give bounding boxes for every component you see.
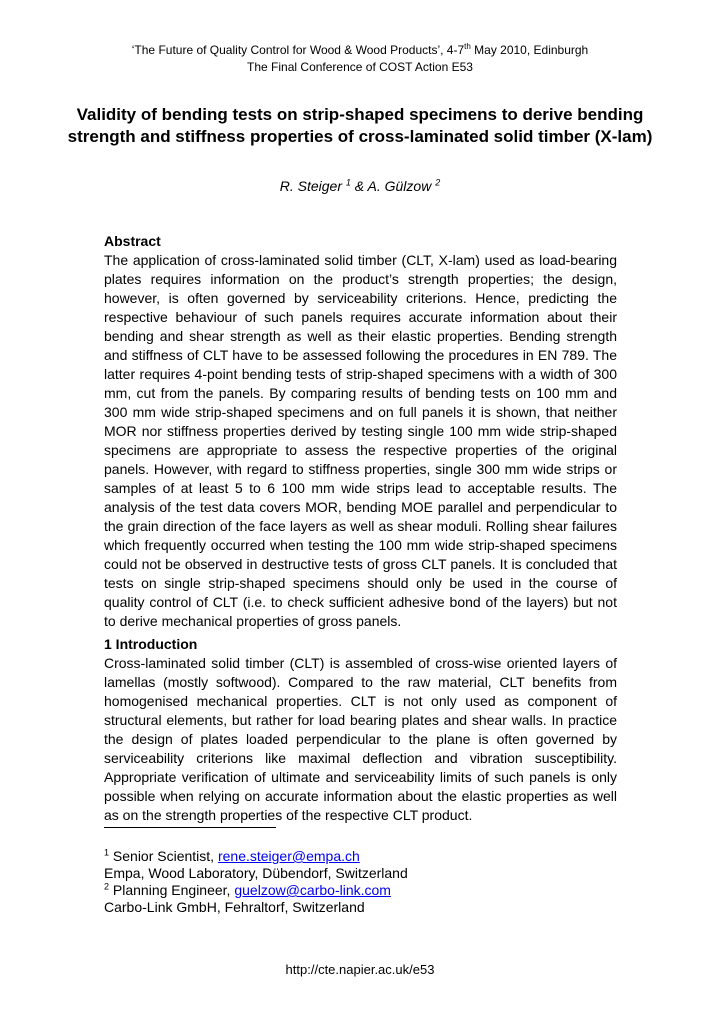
author-1-footnote-mark: 1 [345, 177, 351, 188]
footnote-separator [104, 827, 276, 828]
footnote-1-affiliation: Empa, Wood Laboratory, Dübendorf, Switzerland [104, 865, 408, 881]
abstract-heading: Abstract [104, 233, 161, 249]
footnote-2 [104, 882, 391, 899]
footnote-1-role: Senior Scientist, [109, 848, 218, 864]
introduction-heading: 1 Introduction [104, 636, 198, 652]
author-separator: & [350, 178, 368, 194]
footnote-2-role: Planning Engineer, [109, 882, 235, 898]
author-2-footnote-mark: 2 [435, 177, 441, 188]
date-superscript: th [464, 42, 471, 51]
email-link-steiger[interactable]: rene.steiger@empa.ch [217, 848, 360, 864]
introduction-text: Cross-laminated solid timber (CLT) is assembled of cross-wise oriented layers of lamellas (mostly softwood). Compared to the raw material, CLT benefits from homogenised mechanical properties. CLT is not only used as component of structural elements, but rather for load bearing plates and shear walls. In practice the design of plates loaded perpendicular to the plane is often governed by serviceability criterions like maximal deflection and vibration susceptibility. Appropriate verification of ultimate and serviceability limits of such panels is only possible when relying on accurate information about the elastic properties as well as on the strength properties of the respective CLT product. [104, 655, 617, 823]
footnote-1 [104, 848, 360, 865]
footnote-2-affiliation: Carbo-Link GmbH, Fehraltorf, Switzerland [104, 899, 365, 915]
abstract-text: The application of cross-laminated solid timber (CLT, X-lam) used as load-bearing plates requires information on the product’s strength properties; the design, however, is often governed by serviceability criterions. Hence, predicting the respective behaviour of such panels requires accurate information about their bending and shear strength as well as their elastic properties. Bending strength and stiffness of CLT have to be assessed following the procedures in EN 789. The latter requires 4-point bending tests of strip-shaped specimens with a width of 300 mm, cut from the panels. By comparing results of bending tests on 100 mm and 300 mm wide strip-shaped specimens and on full panels it is shown, that neither MOR nor stiffness properties derived by testing single 100 mm wide strip-shaped specimens are appropriate to assess the respective properties of the original panels. However, with regard to stiffness properties, single 300 mm wide strips or samples of at least 5 to 6 100 mm wide strips lead to acceptable results. The analysis of the test data covers MOR, bending MOE parallel and perpendicular to the grain direction of the face layers as well as shear moduli. Rolling shear failures which frequently occurred when testing the 100 mm wide strip-shaped specimens could not be observed in destructive tests of gross CLT panels. It is concluded that tests on single strip-shaped specimens should only be used in the course of quality control of CLT (i.e. to check sufficient adhesive bond of the layers) but not to derive mechanical properties of gross panels. [104, 252, 617, 629]
author-1: R. Steiger [279, 178, 342, 194]
footer-url: http://cte.napier.ac.uk/e53 [285, 962, 435, 977]
conference-name: ‘The Future of Quality Control for Wood & Wood Products’, 4-7 [131, 43, 465, 57]
footnote-2-mark: 2 [104, 881, 110, 892]
email-link-guelzow[interactable]: guelzow@carbo-link.com [234, 882, 391, 898]
conference-header [0, 42, 720, 76]
footnote-1-mark: 1 [104, 847, 110, 858]
conference-line-2: The Final Conference of COST Action E53 [247, 60, 473, 74]
paper-title: Validity of bending tests on strip-shaped specimens to derive bending strength and stiffness properties of cross-laminated solid timber (X-lam) [67, 105, 653, 146]
author-list [0, 177, 720, 195]
conference-date-location: May 2010, Edinburgh [470, 43, 589, 57]
conference-line-1 [0, 42, 720, 59]
author-2: A. Gülzow [367, 178, 432, 194]
